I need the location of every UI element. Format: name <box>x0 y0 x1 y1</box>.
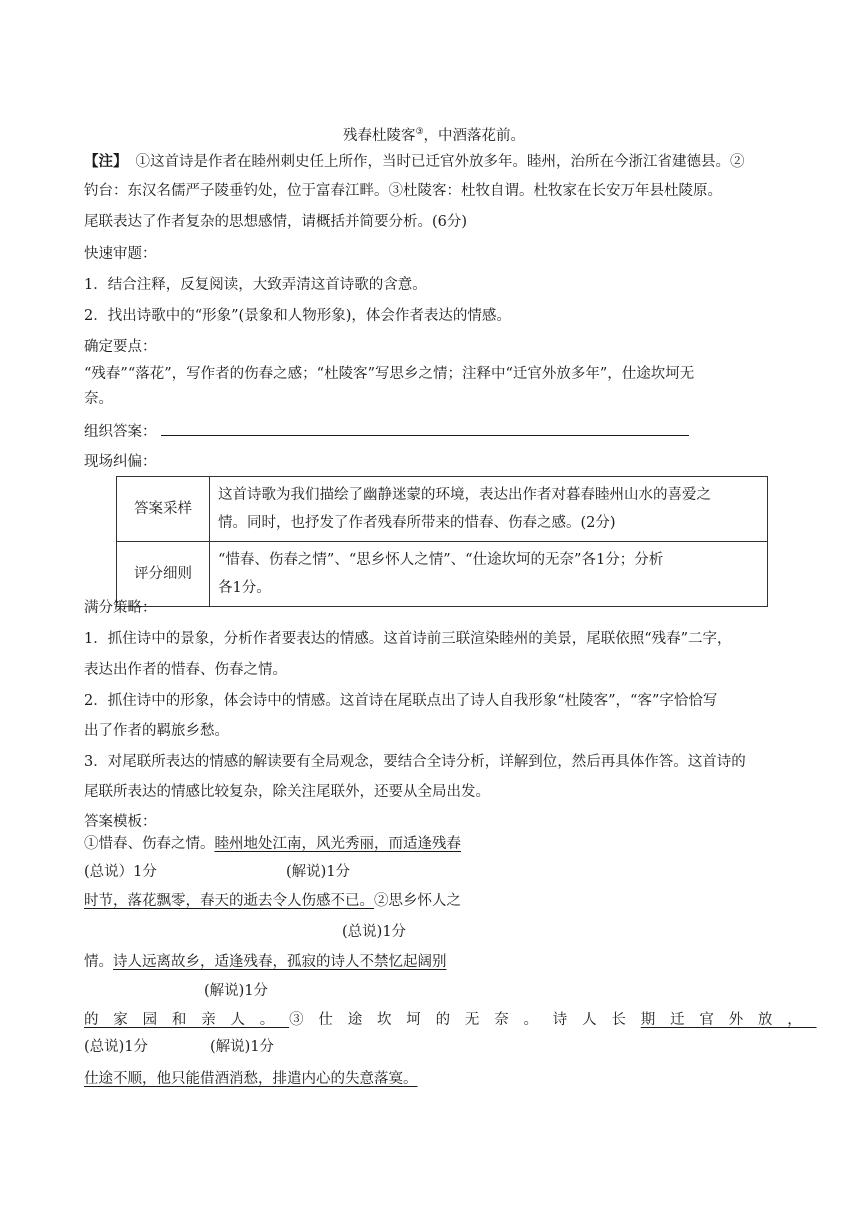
strategy-line: 出了作者的羁旅乡愁。 <box>84 723 229 739</box>
template-line: ①惜春、伤春之情。睦州地处江南，风光秀丽，而适逢残春 <box>84 836 461 852</box>
score-label: (解说)1分 <box>210 1039 275 1055</box>
strategy-line: 1．抓住诗中的景象，分析作者要表达的情感。这首诗前三联渲染睦州的美景，尾联依照“残春”二字， <box>84 631 732 647</box>
note-line-2: 钓台：东汉名儒严子陵垂钓处，位于富春江畔。③杜陵客：杜牧自谓。杜牧家在长安万年县杜陵原。 <box>84 183 722 199</box>
template-title: 答案模板： <box>84 814 157 830</box>
key-points-title: 确定要点： <box>84 339 157 355</box>
score-label: (解说)1分 <box>204 983 269 999</box>
organize-answer: 组织答案： <box>84 421 689 442</box>
score-label: (总说）1分 <box>84 864 157 880</box>
key-points-line: 奈。 <box>84 391 113 407</box>
quick-review-title: 快速审题： <box>84 246 157 262</box>
quick-review-item: 1．结合注释，反复阅读，大致弄清这首诗歌的含意。 <box>84 277 427 293</box>
key-points-line: “残春”“落花”，写作者的伤春之感；“杜陵客”写思乡之情；注释中“迁官外放多年”，仕途坎坷无 <box>84 366 695 382</box>
score-label: (解说)1分 <box>286 864 351 880</box>
answer-blank-line <box>161 421 689 436</box>
strategy-line: 尾联所表达的情感比较复杂，除关注尾联外，还要从全局出发。 <box>84 784 490 800</box>
poem-line: 残春杜陵客③，中酒落花前。 <box>342 127 526 144</box>
note-label: 【注】 <box>84 153 128 170</box>
template-line: 情。诗人远离故乡，适逢残春，孤寂的诗人不禁忆起阔别 <box>84 954 447 970</box>
score-label: (总说)1分 <box>84 1039 149 1055</box>
quick-review-item: 2．找出诗歌中的“形象”(景象和人物形象)，体会作者表达的情感。 <box>84 308 511 324</box>
strategy-line: 表达出作者的惜春、伤春之情。 <box>84 662 287 678</box>
table-row <box>117 542 768 607</box>
table-row-head: 评分细则 <box>117 542 210 607</box>
correction-title: 现场纠偏： <box>84 454 157 470</box>
strategy-line: 3．对尾联所表达的情感的解读要有全局观念，要结合全诗分析，详解到位，然后再具体作答。这首诗的 <box>84 754 746 770</box>
template-line: 仕途不顺，他只能借酒消愁，排遣内心的失意落寞。 <box>84 1071 418 1087</box>
template-line: 时节，落花飘零，春天的逝去令人伤感不已。②思乡怀人之 <box>84 893 461 909</box>
evaluation-table <box>116 476 768 607</box>
score-label: (总说)1分 <box>342 924 407 940</box>
table-row-content: “惜春、伤春之情”、“思乡怀人之情”、“仕途坎坷的无奈”各1分；分析 各1分。 <box>210 542 768 607</box>
table-row-head: 答案采样 <box>117 477 210 542</box>
note-line-1: 【注】 ①这首诗是作者在睦州刺史任上所作，当时已迁官外放多年。睦州，治所在今浙江省建德县。② <box>84 153 745 170</box>
template-line: 的家园和亲人。③仕途坎坷的无奈。诗人长期迁官外放， <box>84 1012 817 1028</box>
table-row <box>117 477 768 542</box>
question: 尾联表达了作者复杂的思想感情，请概括并简要分析。(6分) <box>84 214 468 230</box>
strategy-title: 满分策略： <box>84 600 157 616</box>
strategy-line: 2．抓住诗中的形象，体会诗中的情感。这首诗在尾联点出了诗人自我形象“杜陵客”，“客”字恰恰写 <box>84 693 718 709</box>
table-row-content: 这首诗歌为我们描绘了幽静迷蒙的环境，表达出作者对暮春睦州山水的喜爱之 情。同时，也抒发了作者残春所带来的惜春、伤春之感。(2分) <box>210 477 768 542</box>
